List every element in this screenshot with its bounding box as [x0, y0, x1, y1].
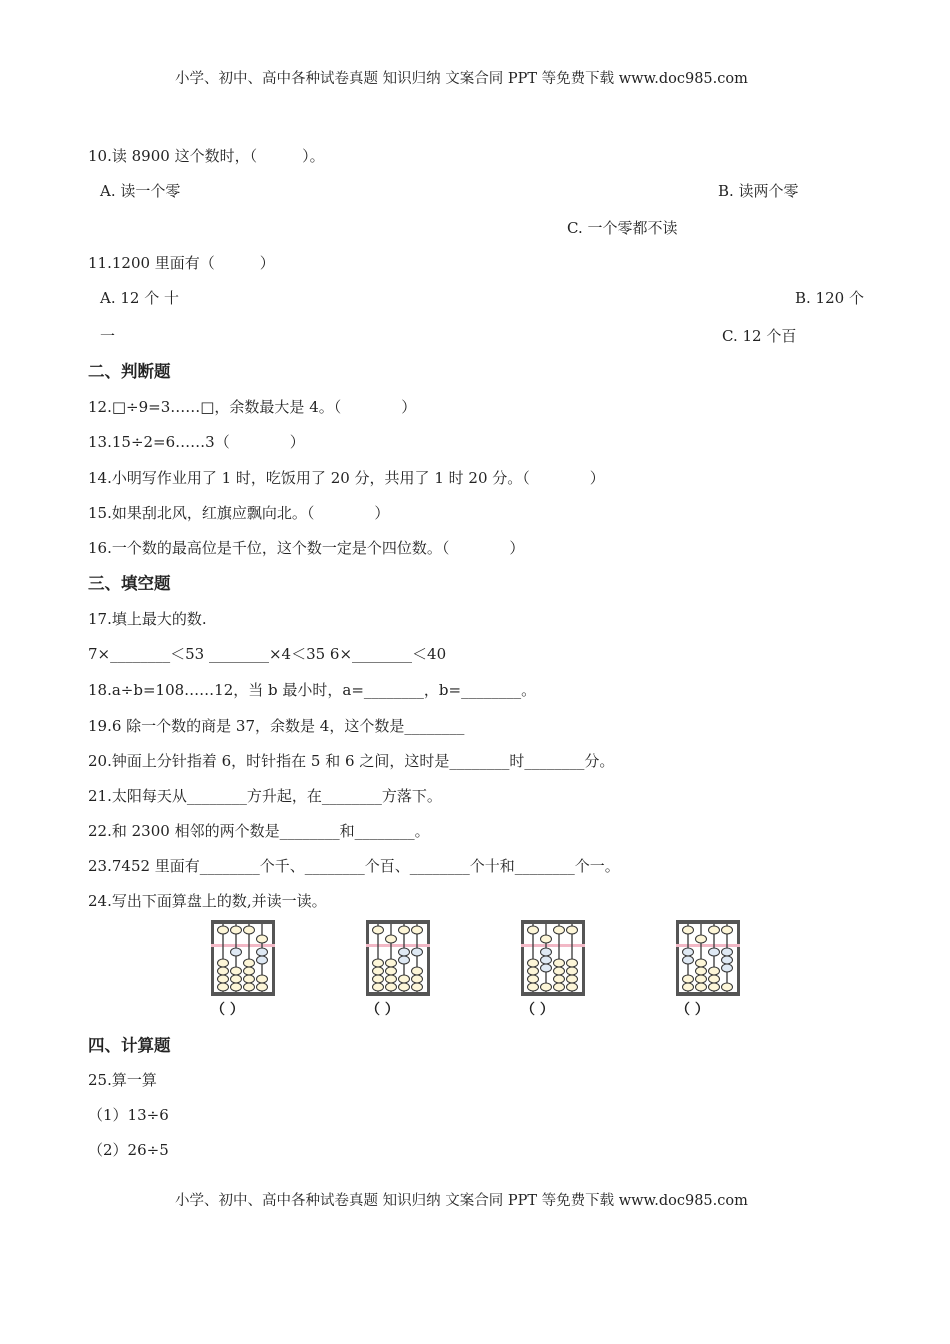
question-21: 21.太阳每天从________方升起，在________方落下。 [88, 787, 442, 805]
question-16: 16.一个数的最高位是千位，这个数一定是个四位数。（ ） [88, 539, 525, 557]
question-17: 17.填上最大的数. [88, 610, 207, 628]
question-10: 10.读 8900 这个数时，（ ）。 [88, 147, 325, 165]
question-13: 13.15÷2=6……3（ ） [88, 433, 305, 451]
question-17-blanks: 7×________＜53 ________×4＜35 6×________＜40 [88, 645, 447, 663]
abacus-3-answer-blank: （ ） [521, 1002, 554, 1018]
question-12: 12.□÷9=3……□，余数最大是 4。（ ） [88, 398, 417, 416]
question-14: 14.小明写作业用了 1 时，吃饭用了 20 分，共用了 1 时 20 分。（ ） [88, 469, 605, 487]
section-fill-blank-heading: 三、填空题 [88, 574, 171, 593]
abacus-1 [209, 919, 277, 1021]
question-18: 18.a÷b=108……12，当 b 最小时，a=________，b=________。 [88, 681, 537, 699]
question-11: 11.1200 里面有（ ） [88, 254, 275, 272]
abacus-3 [519, 919, 587, 1021]
q11-option-c: C. 12 个百 [722, 327, 797, 345]
q10-option-b: B. 读两个零 [718, 182, 799, 200]
question-22: 22.和 2300 相邻的两个数是________和________。 [88, 822, 430, 840]
abacus-2-answer-blank: （ ） [366, 1002, 399, 1018]
question-19: 19.6 除一个数的商是 37，余数是 4，这个数是________ [88, 717, 465, 735]
question-23: 23.7452 里面有________个千、________个百、________个十和________个一。 [88, 857, 620, 875]
page-header: 小学、初中、高中各种试卷真题 知识归纳 文案合同 PPT 等免费下载 www.doc985.com [175, 71, 748, 87]
q11-option-b-continued: 一 [100, 327, 116, 345]
section-judgement-heading: 二、判断题 [88, 362, 171, 381]
question-24: 24.写出下面算盘上的数,并读一读。 [88, 892, 327, 910]
abacus-4 [674, 919, 742, 1021]
question-25-part-1: （1）13÷6 [88, 1106, 169, 1124]
question-25: 25.算一算 [88, 1071, 157, 1089]
question-25-part-2: （2）26÷5 [88, 1141, 169, 1159]
q11-option-b: B. 120 个 [795, 289, 864, 307]
abacus-1-answer-blank: （ ） [211, 1002, 244, 1018]
abacus-2 [364, 919, 432, 1021]
abacus-4-answer-blank: （ ） [676, 1002, 709, 1018]
q11-option-a: A. 12 个 十 [100, 289, 179, 307]
question-15: 15.如果刮北风，红旗应飘向北。（ ） [88, 504, 390, 522]
question-20: 20.钟面上分针指着 6，时针指在 5 和 6 之间，这时是________时________分。 [88, 752, 615, 770]
page-footer: 小学、初中、高中各种试卷真题 知识归纳 文案合同 PPT 等免费下载 www.doc985.com [175, 1193, 748, 1209]
q10-option-a: A. 读一个零 [100, 182, 181, 200]
section-calculation-heading: 四、计算题 [88, 1036, 171, 1055]
q10-option-c: C. 一个零都不读 [567, 219, 678, 237]
